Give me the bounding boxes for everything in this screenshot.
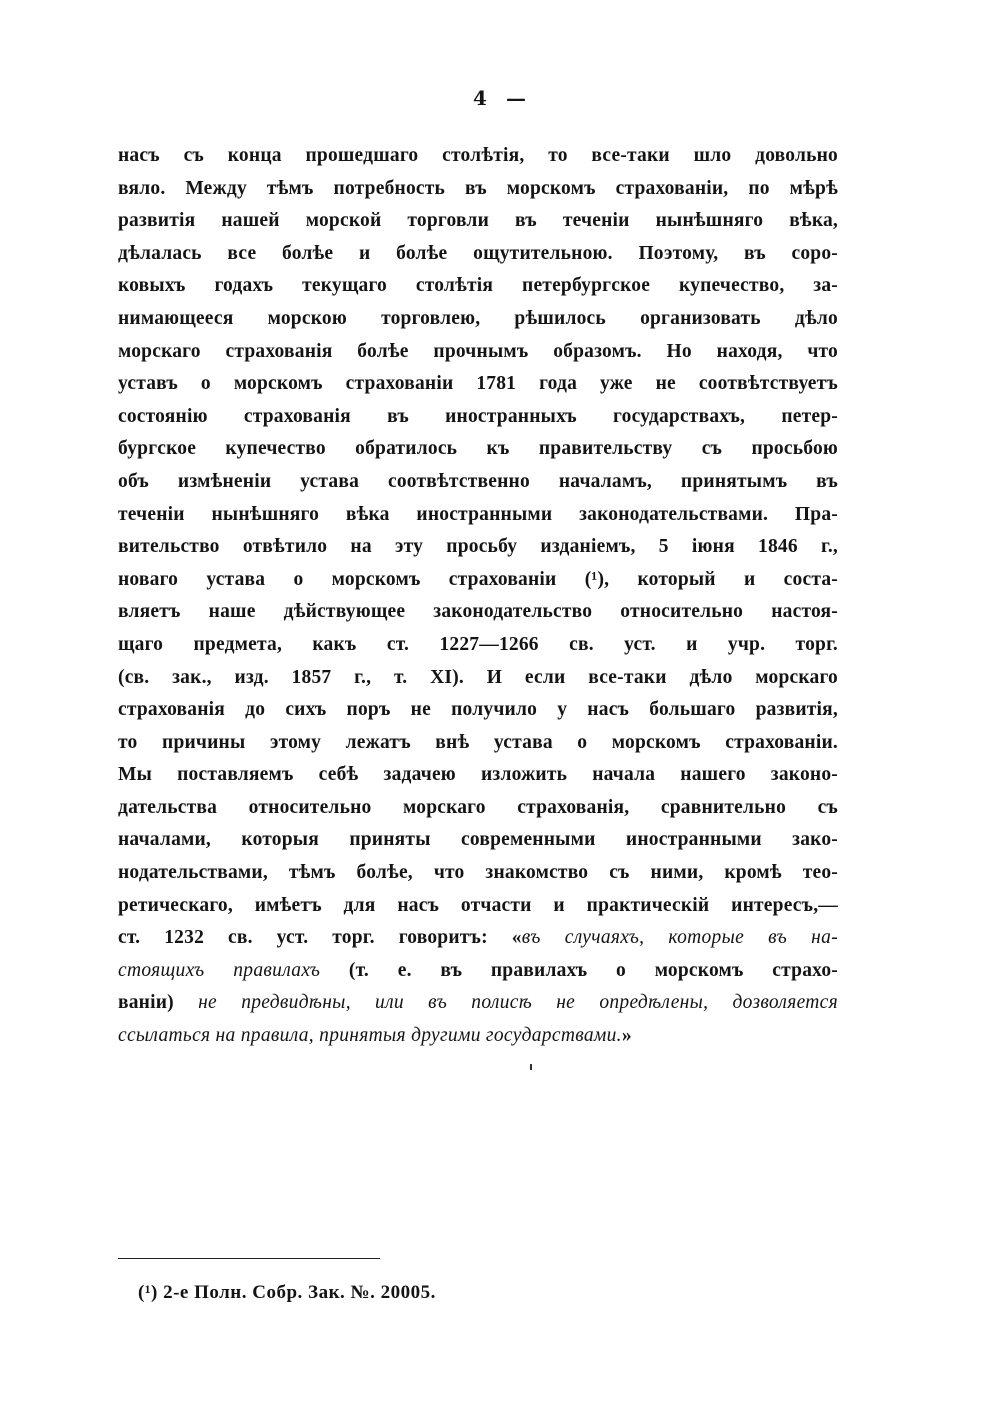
footnote-divider [118,1258,380,1259]
italic-quote: стоящихъ правилахъ [118,959,321,981]
footnote [138,1282,436,1304]
text-line: вяло. Между тѣмъ потребность въ морскомъ страхованіи, по мѣрѣ [118,177,838,199]
italic-quote: въ случаяхъ, которые въ на- [521,927,838,949]
print-speck [530,1064,532,1070]
italic-quote: ссылаться на правила, принятыя другими государствами. [118,1025,622,1047]
italic-quote: не предвидѣны, или въ полисѣ не опредѣлены, дозволяется [173,992,838,1014]
text-line-quote-end [118,1020,838,1053]
main-paragraph [118,140,838,1053]
text-line: (св. зак., изд. 1857 г., т. XI). И если все-таки дѣло морскаго [118,666,838,688]
text-line: развитія нашей морской торговли въ теченіи нынѣшняго вѣка, [118,210,838,232]
text-line: то причины этому лежатъ внѣ устава о морскомъ страхованіи. [118,731,838,753]
roman-text: (т. е. въ правилахъ о морскомъ страхо- [320,959,838,981]
text-line: дѣлалась все болѣе и болѣе ощутительною. Поэтому, въ соро- [118,242,838,264]
text-line: теченіи нынѣшняго вѣка иностранными законодательствами. Пра- [118,503,838,525]
text-line: нимающееся морскою торговлею, рѣшилось организовать дѣло [118,307,838,329]
text-line: насъ съ конца прошедшаго столѣтія, то все-таки шло довольно [118,145,838,166]
text-line-with-footnote-ref: новаго устава о морскомъ страхованіи (¹), который и соста- [118,568,838,590]
text-line: ковыхъ годахъ текущаго столѣтія петербургское купечество, за- [118,275,838,297]
text-line: началами, которыя приняты современными иностранными зако- [118,829,838,851]
text-line: Мы поставляемъ себѣ задачею изложить начала нашего законо- [118,764,838,786]
text-line: дательства относительно морскаго страхованія, сравнительно съ [118,796,838,818]
text-line: состоянію страхованія въ иностранныхъ государствахъ, петер- [118,405,838,427]
text-line-quote [118,955,838,988]
text-line: морскаго страхованія болѣе прочнымъ образомъ. Но находя, что [118,340,838,362]
text-line: объ измѣненіи устава соотвѣтственно началамъ, принятымъ въ [118,470,838,492]
text-line: ретическаго, имѣетъ для насъ отчасти и практическій интересъ,— [118,894,838,916]
text-line: уставъ о морскомъ страхованіи 1781 года уже не соотвѣтствуетъ [118,373,838,395]
roman-text: ст. 1232 св. уст. торг. говоритъ: « [118,927,522,949]
text-line-quote-start [118,922,838,955]
text-line: щаго предмета, какъ ст. 1227—1266 св. уст. и учр. торг. [118,633,838,655]
text-line: бургское купечество обратилось къ правительству съ просьбою [118,438,838,460]
text-line: нодательствами, тѣмъ болѣе, что знакомство съ ними, кромѣ тео- [118,862,838,884]
page-number-dash: — [505,86,527,110]
text-line-quote [118,987,838,1020]
footnote-marker: (¹) [138,1282,158,1303]
text-line: вляетъ наше дѣйствующее законодательство относительно настоя- [118,601,838,623]
page-number [0,86,1000,110]
text-line: страхованія до сихъ поръ не получило у насъ большаго развитія, [118,699,838,721]
footnote-text: 2-е Полн. Собр. Зак. №. 20005. [163,1282,436,1303]
closing-quote-mark: » [621,1025,632,1047]
page-number-value: 4 [473,86,488,110]
text-line: вительство отвѣтило на эту просьбу изданіемъ, 5 іюня 1846 г., [118,536,838,558]
roman-text: ваніи) [118,992,174,1014]
